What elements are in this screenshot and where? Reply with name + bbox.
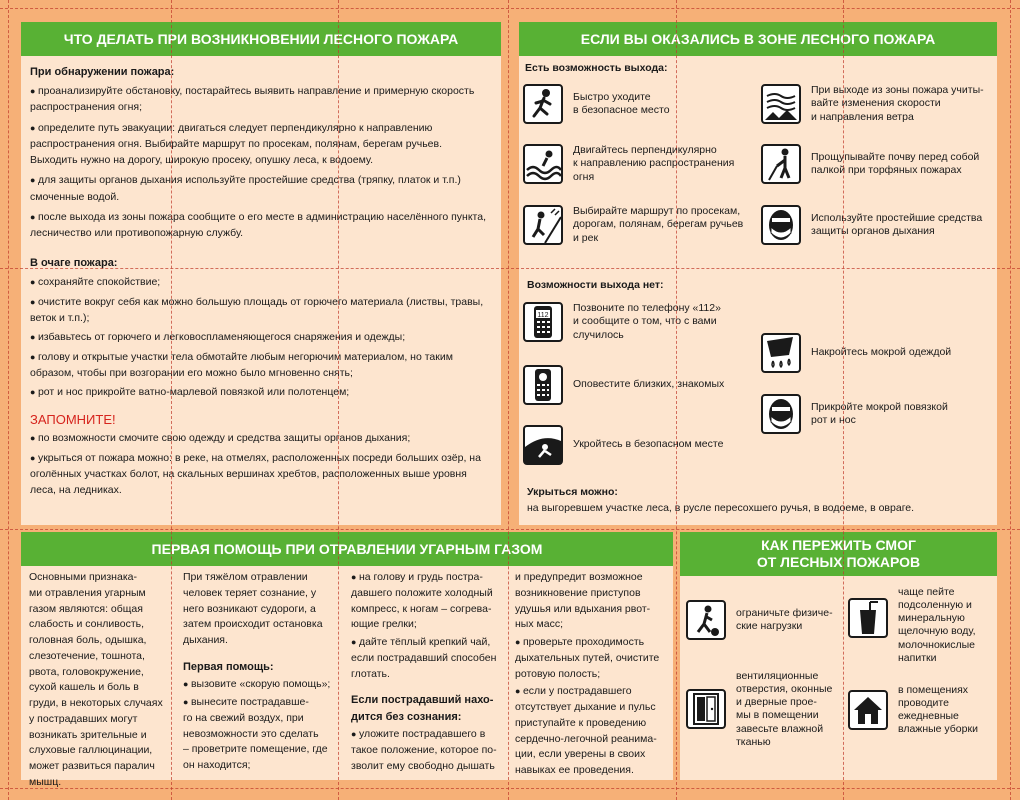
- list-item: ● вынесите пострадавше- го на свежий воздух, при невозможности это сделать – проветрите помещение, где он находится;: [183, 695, 348, 774]
- list-item: ● если у пострадавшего отсутствует дыхание и пульс приступайте к проведению сердечно-легочной реанима- ции, если уверены в своих навыках ее проведения.: [515, 684, 671, 779]
- panel-in-fire-zone: [519, 22, 997, 525]
- mobile-phone-icon: [523, 365, 563, 405]
- wind-direction-icon: [761, 84, 801, 124]
- fold-guide: [338, 0, 339, 800]
- exit-heading: Есть возможность выхода:: [525, 62, 668, 74]
- list-item: ● сохраняйте спокойствие;: [30, 274, 491, 290]
- fold-guide: [8, 0, 9, 800]
- first-aid-heading: Первая помощь:: [183, 660, 274, 673]
- tip-row: [761, 205, 982, 245]
- unconscious-heading: Если пострадавший нахо- дится без сознания:: [351, 694, 494, 723]
- tip-text: чаще пейте подсоленную и минеральную щелочную воду, молочнокислые напитки: [898, 586, 976, 664]
- tip-row: [523, 425, 723, 465]
- list-item: ● для защиты органов дыхания используйте простейшие средства (тряпку, платок и т.п.) смоченные водой.: [30, 172, 491, 205]
- panel-first-aid-title: ПЕРВАЯ ПОМОЩЬ ПРИ ОТРАВЛЕНИИ УГАРНЫМ ГАЗОМ: [21, 532, 673, 566]
- drink-glass-icon: [848, 598, 888, 638]
- focus-heading: В очаге пожара:: [30, 257, 118, 270]
- tip-row: [523, 365, 724, 405]
- fold-guide: [508, 0, 509, 800]
- detect-list: [30, 83, 491, 241]
- detect-heading: При обнаружении пожара:: [30, 66, 175, 78]
- list-item: ● вызовите «скорую помощь»;: [183, 677, 348, 693]
- tip-row: [523, 205, 743, 245]
- tip-row: [761, 84, 984, 124]
- continuation-text: и предупредит возможное возникновение приступов удушья или вдыхания рвот- ных масс;: [515, 571, 651, 631]
- panel-smog-title: КАК ПЕРЕЖИТЬ СМОГ ОТ ЛЕСНЫХ ПОЖАРОВ: [680, 532, 997, 576]
- fold-guide: [0, 8, 1020, 9]
- hide-heading: Укрыться можно:: [527, 486, 618, 498]
- tip-text: Двигайтесь перпендикулярно к направлению распространения огня: [573, 144, 735, 183]
- phone-112-icon: [523, 302, 563, 342]
- tip-row: [686, 670, 846, 749]
- tip-text: Быстро уходите в безопасное место: [573, 90, 670, 116]
- list-item: ● голову и открытые участки тела обмотайте любым негорючим материалом, но таким образом, чтобы при возгорании его можно было мгновенно снять;: [30, 349, 491, 382]
- tip-text: Прикройте мокрой повязкой рот и нос: [811, 400, 948, 426]
- list-item: ● на голову и грудь постра- давшего положите холодный компресс, к ногам – согрева- ющие грелки;: [351, 570, 511, 633]
- panel-smog: [680, 532, 997, 780]
- tip-text: Используйте простейшие средства защиты органов дыхания: [811, 211, 983, 237]
- fold-guide: [843, 0, 844, 800]
- tip-text: ограничьте физиче- ские нагрузки: [736, 606, 833, 632]
- first-aid-col-1: [29, 570, 179, 793]
- first-aid-col-2: [183, 570, 348, 776]
- list-item: ● избавьтесь от горючего и легковоспламеняющегося снаряжения и одежды;: [30, 329, 491, 345]
- fire-waves-icon: [523, 144, 563, 184]
- list-item: ● рот и нос прикройте ватно-марлевой повязкой или полотенцем;: [30, 384, 491, 400]
- fold-guide: [1010, 0, 1011, 800]
- tip-text: Укройтесь в безопасном месте: [573, 438, 724, 451]
- probe-stick-icon: [761, 144, 801, 184]
- panel-fire-actions-title: ЧТО ДЕЛАТЬ ПРИ ВОЗНИКНОВЕНИИ ЛЕСНОГО ПОЖАРА: [21, 22, 501, 56]
- list-item: ● очистите вокруг себя как можно большую площадь от горючего материала (листвы, травы, веток и т.п.);: [30, 294, 491, 327]
- tip-row: [761, 394, 948, 434]
- tip-row: [523, 144, 734, 184]
- tip-text: Накройтесь мокрой одеждой: [811, 346, 952, 359]
- noexit-heading: Возможности выхода нет:: [527, 279, 664, 291]
- path-route-icon: [523, 205, 563, 245]
- list-item: ● проверьте проходимость дыхательных путей, очистите ротовую полость;: [515, 635, 671, 682]
- panel-in-fire-zone-title: ЕСЛИ ВЫ ОКАЗАЛИСЬ В ЗОНЕ ЛЕСНОГО ПОЖАРА: [519, 22, 997, 56]
- no-exercise-icon: [686, 600, 726, 640]
- tip-row: [523, 302, 721, 342]
- list-item: ● определите путь эвакуации: двигаться следует перпендикулярно к направлению распространения огня. Выбирайте маршрут по просекам, полянам, берегам ручьев. Выходить нужно на дорогу, широкую просеку, опушку леса, к водоему.: [30, 120, 491, 169]
- remember-list: [30, 430, 491, 498]
- fold-guide: [171, 0, 172, 800]
- panel-first-aid: [21, 532, 673, 788]
- fold-guide: [0, 268, 1020, 269]
- severe-poisoning-text: При тяжёлом отравлении человек теряет сознание, у него возникают судороги, а затем происходит остановка дыхания.: [183, 571, 323, 646]
- wet-bandage-icon: [761, 394, 801, 434]
- tip-text: вентиляционные отверстия, оконные и дверные прое- мы в помещении завесьте влажной тканью: [736, 670, 833, 748]
- fold-guide: [0, 529, 1020, 530]
- running-person-icon: [523, 84, 563, 124]
- list-item: ● уложите пострадавшего в такое положение, которое по- зволит ему свободно дышать: [351, 727, 511, 774]
- list-item: ● укрыться от пожара можно: в реке, на отмелях, расположенных посреди больших озёр, на оголённых участках болот, на скальных вершинах хребтов, расположенных выше уровня леса, на ледниках.: [30, 450, 491, 499]
- tip-row: [761, 333, 951, 373]
- shelter-icon: [523, 425, 563, 465]
- fold-guide: [676, 0, 677, 800]
- list-item: ● после выхода из зоны пожара сообщите о его месте в администрацию населённого пункта, лесничество или противопожарную службу.: [30, 209, 491, 242]
- tip-text: Позвоните по телефону «112» и сообщите о том, что с вами случилось: [573, 302, 721, 341]
- first-aid-col-4: [515, 570, 671, 781]
- list-item: ● дайте тёплый крепкий чай, если пострадавший способен глотать.: [351, 635, 511, 682]
- tip-text: в помещениях проводите ежедневные влажные уборки: [898, 684, 978, 736]
- tip-row: [848, 684, 996, 737]
- tip-text: Прощупывайте почву перед собой палкой при торфяных пожарах: [811, 150, 980, 176]
- tip-row: [523, 84, 670, 124]
- tip-text: Оповестите близких, знакомых: [573, 378, 725, 391]
- face-mask-icon: [761, 205, 801, 245]
- hide-text: на выгоревшем участке леса, в русле пересохшего ручья, в водоеме, в овраге.: [527, 502, 915, 514]
- symptoms-text: Основными признака- ми отравления угарным газом являются: общая слабость и сонливость, головная боль, одышка, слезотечение, тошнота, рвота, головокружение, сухой кашель и боль в груди, в некоторых случаях у пострадавших могут возникать зрительные и слуховые галлюцинации, может развиться паралич мышц.: [29, 571, 163, 788]
- window-door-icon: [686, 689, 726, 729]
- focus-list: [30, 274, 491, 400]
- list-item: ● проанализируйте обстановку, постарайтесь выявить направление и примерную скорость распространения огня;: [30, 83, 491, 116]
- panel-fire-actions: [21, 22, 501, 525]
- tip-row: [761, 144, 979, 184]
- wet-clothes-icon: [761, 333, 801, 373]
- house-icon: [848, 690, 888, 730]
- tip-text: Выбирайте маршрут по просекам, дорогам, полянам, берегам ручьев и рек: [573, 205, 744, 244]
- tip-row: [848, 586, 996, 665]
- first-aid-col-3: [351, 570, 511, 777]
- remember-heading: ЗАПОМНИТЕ!: [30, 412, 116, 428]
- fold-guide: [0, 788, 1020, 789]
- svg-text:112: 112: [537, 312, 549, 319]
- tip-row: [686, 600, 846, 640]
- list-item: ● по возможности смочите свою одежду и средства защиты органов дыхания;: [30, 430, 491, 446]
- tip-text: При выходе из зоны пожара учиты- вайте изменения скорости и направления ветра: [811, 84, 984, 123]
